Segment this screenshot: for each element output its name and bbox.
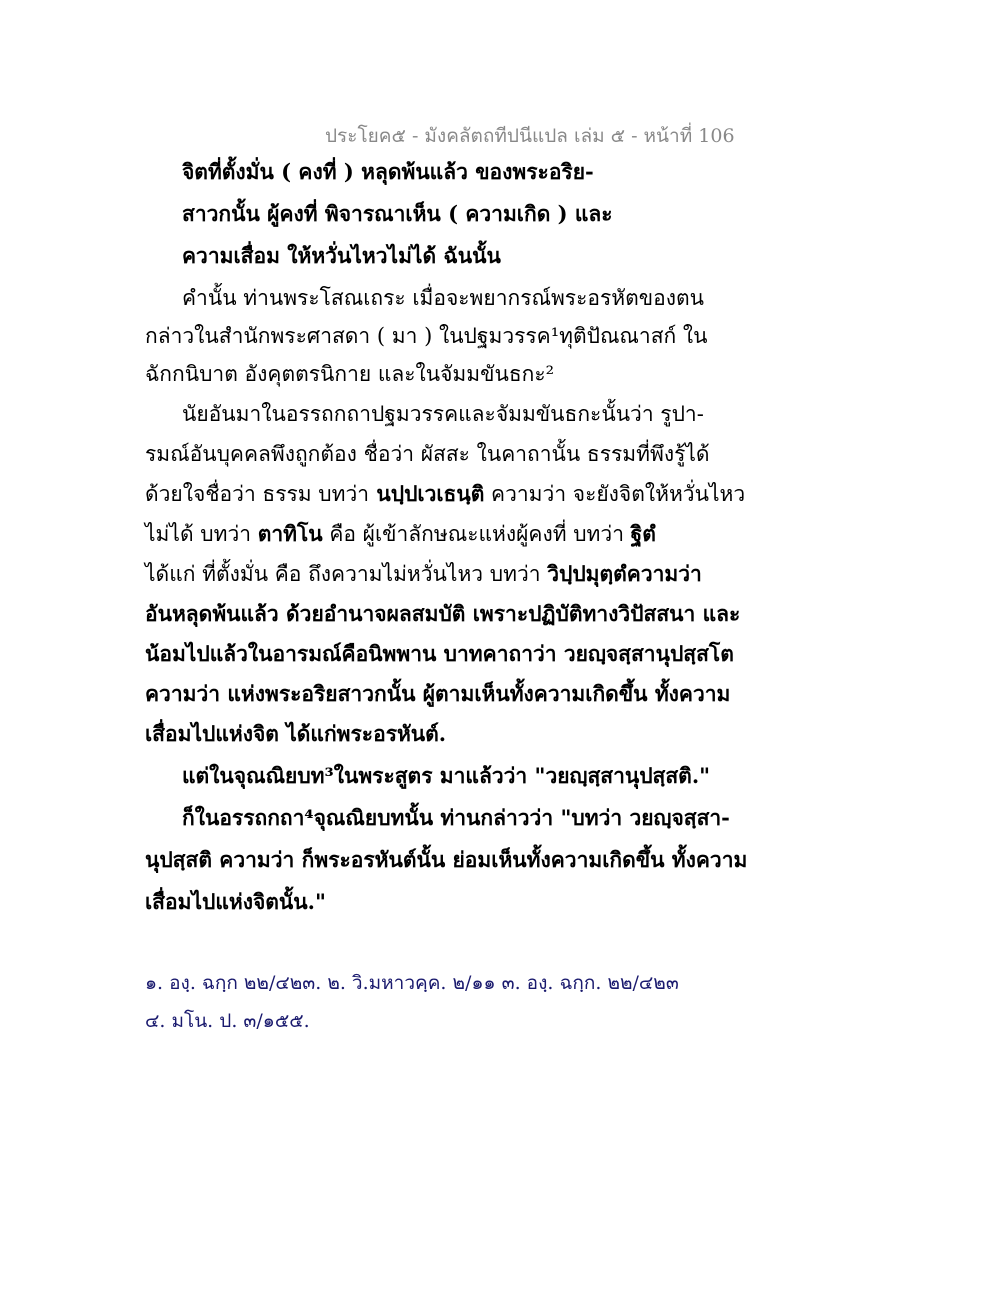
footnote-1: ๑. องฺ. ฉกฺก ๒๒/๔๒๓. ๒. วิ.มหาวคฺค. ๒/๑๑ ๓. องฺ. ฉกฺก. ๒๒/๔๒๓ (145, 972, 679, 994)
text-line-8: รมณ์อันบุคคลพึงถูกต้อง ชื่อว่า ผัสสะ ในคาถานั้น ธรรมที่พึงรู้ได้ (145, 442, 710, 466)
text-span: ไม่ได้ บทว่า (145, 522, 258, 546)
text-line-17: ก็ในอรรถกถา⁴จุณณิยบทนั้น ท่านกล่าวว่า "บทว่า วยญฺจสฺสา- (182, 805, 730, 830)
text-line-1: จิตที่ตั้งมั่น ( คงที่ ) หลุดพ้นแล้ว ของพระอริย- (182, 159, 594, 184)
text-line-14: ความว่า แห่งพระอริยสาวกนั้น ผู้ตามเห็นทั้งความเกิดขึ้น ทั้งความ (145, 681, 731, 706)
text-span: ความว่า จะยังจิตให้หวั่นไหว (484, 482, 746, 506)
text-line-19: เสื่อมไปแห่งจิตนั้น." (145, 889, 326, 914)
text-line-4: คำนั้น ท่านพระโสณเถระ เมื่อจะพยากรณ์พระอรหัตของตน (182, 286, 704, 310)
text-span: ได้แก่ ที่ตั้งมั่น คือ ถึงความไม่หวั่นไหว บทว่า (145, 562, 548, 586)
text-line-11 (145, 560, 702, 588)
text-line-15: เสื่อมไปแห่งจิต ได้แก่พระอรหันต์. (145, 721, 447, 746)
text-line-13: น้อมไปแล้วในอารมณ์คือนิพพาน บาทคาถาว่า วยญฺจสฺสานุปสฺสโต (145, 641, 734, 666)
text-line-2: สาวกนั้น ผู้คงที่ พิจารณาเห็น ( ความเกิด ) และ (182, 201, 613, 226)
text-line-12: อันหลุดพ้นแล้ว ด้วยอำนาจผลสมบัติ เพราะปฏิบัติทางวิปัสสนา และ (145, 601, 741, 626)
text-line-18: นุปสฺสติ ความว่า ก็พระอรหันต์นั้น ย่อมเห็นทั้งความเกิดขึ้น ทั้งความ (145, 847, 748, 872)
pali-term: วิปฺปมุตฺตํความว่า (547, 561, 702, 586)
text-line-3: ความเสื่อม ให้หวั่นไหวไม่ได้ ฉันนั้น (182, 243, 501, 268)
pali-term: ตาทิโน (257, 521, 323, 546)
text-span: ด้วยใจชื่อว่า ธรรม บทว่า (145, 482, 370, 506)
text-line-5: กล่าวในสำนักพระศาสดา ( มา ) ในปฐมวรรค¹ทุติปัณณาสก์ ใน (145, 324, 708, 348)
page-header: ประโยค๕ - มังคลัตถทีปนีแปล เล่ม ๕ - หน้าที่ 106 (325, 125, 735, 147)
text-line-9 (145, 480, 745, 508)
footnote-2: ๔. มโน. ป. ๓/๑๕๕. (145, 1010, 310, 1032)
pali-term: ฐิตํ (630, 521, 656, 546)
text-line-7: นัยอันมาในอรรถกถาปฐมวรรคและจัมมขันธกะนั้นว่า รูปา- (182, 402, 704, 426)
text-line-10 (145, 520, 656, 548)
text-line-16: แต่ในจุณณิยบท³ในพระสูตร มาแล้วว่า "วยญฺสฺสานุปสฺสติ." (182, 763, 711, 788)
pali-term: นปฺปเวเธนฺติ (369, 481, 485, 506)
text-line-6: ฉักกนิบาต อังคุตตรนิกาย และในจัมมขันธกะ² (145, 362, 555, 386)
text-span: คือ ผู้เข้าลักษณะแห่งผู้คงที่ บทว่า (322, 522, 631, 546)
